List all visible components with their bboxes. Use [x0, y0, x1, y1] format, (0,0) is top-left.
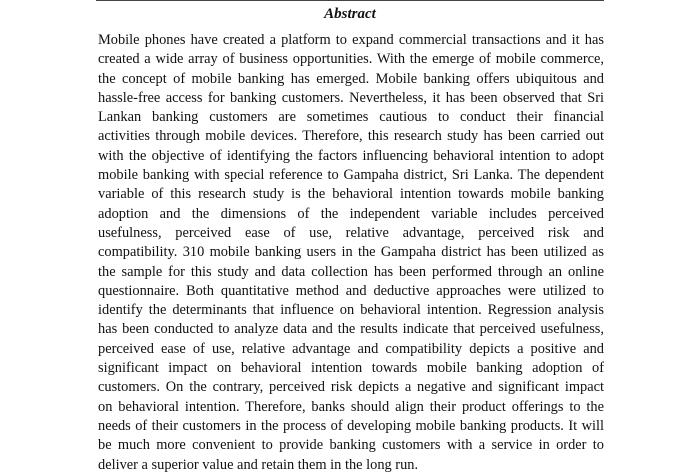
- abstract-line: with the objective of identifying the factors influencing behavioral intention to adopt: [98, 147, 604, 164]
- abstract-line: Mobile phones have created a platform to expand commercial transactions and it has: [98, 32, 604, 48]
- top-rule: [96, 0, 604, 1]
- abstract-line: questionnaire. Both quantitative method and deductive approaches were utilized to: [98, 282, 604, 299]
- abstract-body: [98, 31, 604, 475]
- abstract-line: the sample for this study and data collection has been performed through an online: [98, 263, 604, 280]
- abstract-line: activities through mobile devices. Therefore, this research study has been carried out: [98, 128, 604, 145]
- abstract-heading: Abstract: [324, 6, 376, 22]
- abstract-line: the concept of mobile banking has emerged. Mobile banking offers ubiquitous and: [98, 70, 604, 87]
- abstract-line: created a wide array of business opportunities. With the emerge of mobile commerce,: [98, 51, 604, 68]
- abstract-line: deliver a superior value and retain them in the long run.: [98, 456, 419, 473]
- abstract-line: significant impact on behavioral intention towards mobile banking adoption of: [98, 360, 604, 377]
- abstract-line: mobile banking with special reference to Gampaha district, Sri Lanka. The dependent: [98, 167, 604, 184]
- abstract-line: adoption and the dimensions of the independent variable includes perceived: [98, 205, 604, 222]
- abstract-line: identify the determinants that influence on behavioral intention. Regression analysis: [98, 302, 604, 319]
- abstract-line: perceived ease of use, relative advantage and compatibility depicts a positive and: [98, 340, 604, 357]
- abstract-line: customers. On the contrary, perceived risk depicts a negative and significant impact: [98, 379, 604, 396]
- abstract-line: needs of their customers in the process of developing mobile banking products. It will: [98, 417, 604, 434]
- abstract-line: usefulness, perceived ease of use, relative advantage, perceived risk and: [98, 224, 604, 241]
- abstract-line: on behavioral intention. Therefore, banks should align their product offerings to the: [98, 398, 604, 415]
- abstract-line: be much more convenient to provide banking customers with a service in order to: [98, 437, 604, 454]
- abstract-line: has been conducted to analyze data and the results indicate that perceived usefulness,: [98, 321, 604, 338]
- abstract-line: hassle-free access for banking customers. Nevertheless, it has been observed that Sri: [98, 89, 604, 106]
- abstract-line: variable of this research study is the behavioral intention towards mobile banking: [98, 186, 604, 203]
- abstract-line: Lankan banking customers are sometimes cautious to conduct their financial: [98, 109, 604, 126]
- abstract-line: compatibility. 310 mobile banking users in the Gampaha district has been utilized as: [98, 244, 604, 261]
